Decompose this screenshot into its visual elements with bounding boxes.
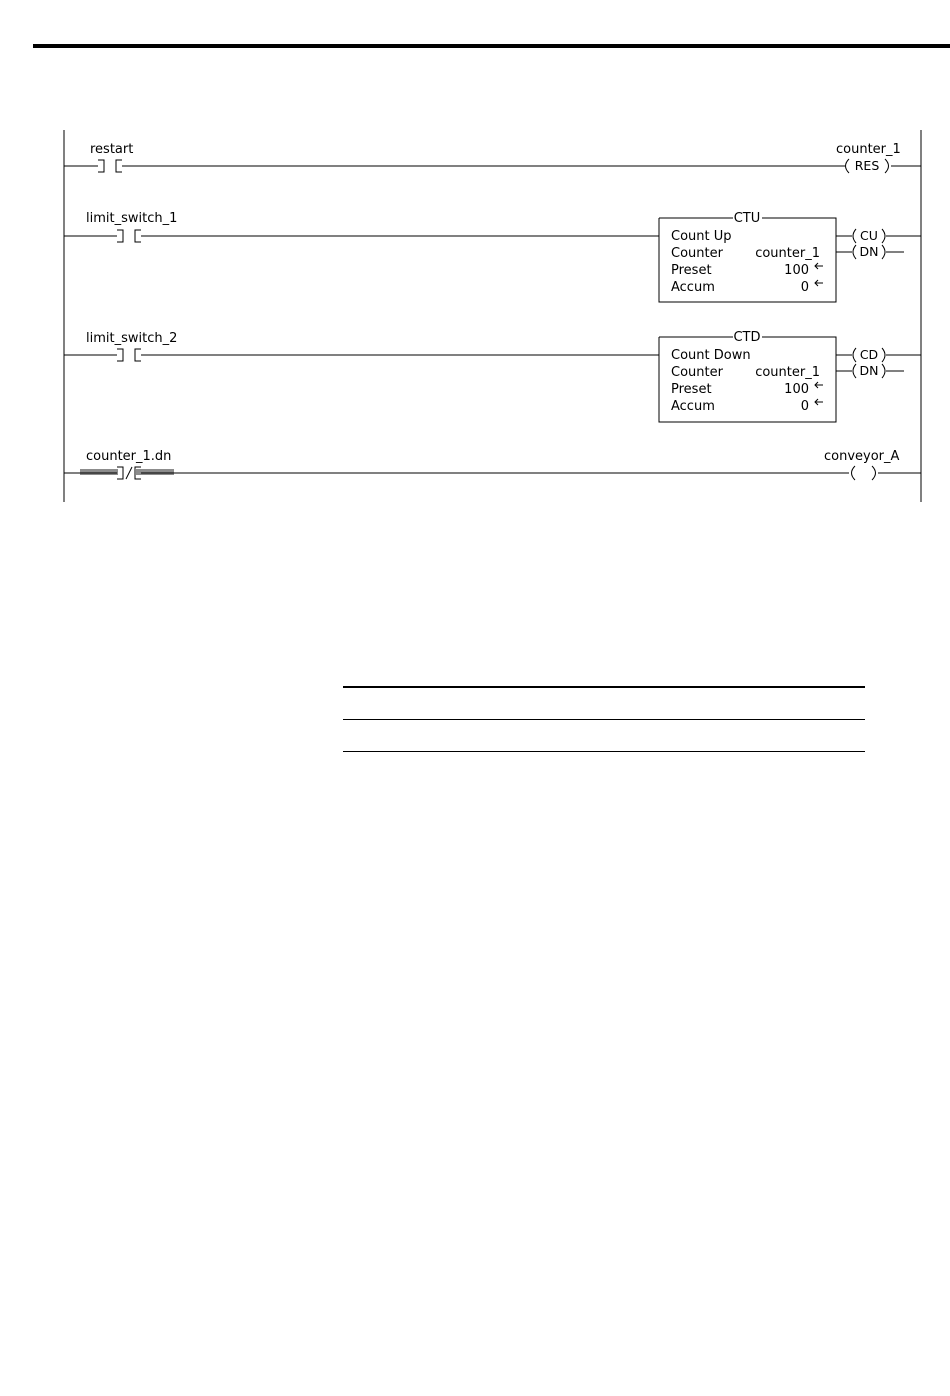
ctd-block-name: CTD: [733, 330, 761, 345]
ctd-counter-value: counter_1: [755, 365, 820, 380]
ctd-dn-output: [853, 363, 885, 378]
rung-3: [64, 449, 921, 480]
contact-tag-limit-switch-1: limit_switch_1: [86, 211, 178, 226]
ctu-counter-value: counter_1: [755, 246, 820, 261]
ctu-output-cu: CU: [860, 228, 878, 243]
ctd-preset-arrow-icon: [815, 382, 823, 388]
ctd-block-title: Count Down: [671, 348, 751, 363]
ctd-counter-label: Counter: [671, 365, 723, 380]
ctd-cd-output: [853, 347, 885, 362]
table-top-rule: [343, 686, 865, 688]
ctd-output-cd: CD: [859, 347, 879, 362]
ctd-preset-value[interactable]: 100: [784, 382, 809, 397]
rung-2: [64, 330, 921, 422]
ctu-counter-label: Counter: [671, 246, 723, 261]
ctu-dn-output: [853, 244, 885, 259]
contact-tag-limit-switch-2: limit_switch_2: [86, 331, 178, 346]
ladder-diagram: [0, 0, 950, 520]
ctu-block-title: Count Up: [671, 229, 732, 244]
xic-contact-limit-switch-2[interactable]: [117, 349, 141, 361]
coil-label-res: RES: [854, 158, 880, 173]
ctd-output-dn: DN: [859, 363, 879, 378]
ctd-accum-label: Accum: [671, 399, 715, 414]
ctu-preset-label: Preset: [671, 263, 712, 278]
output-coil-conveyor-a[interactable]: [852, 466, 876, 480]
ctd-accum-value[interactable]: 0: [800, 399, 809, 414]
ctd-preset-label: Preset: [671, 382, 712, 397]
ctu-preset-arrow-icon: [815, 263, 823, 269]
contact-tag-restart: restart: [90, 142, 134, 157]
table-header-rule: [343, 719, 865, 720]
ctd-accum-arrow-icon: [815, 399, 823, 405]
coil-tag-conveyor-a: conveyor_A: [824, 449, 900, 464]
ctd-block[interactable]: [659, 330, 836, 422]
ctu-preset-value[interactable]: 100: [784, 263, 809, 278]
table-bottom-rule: [343, 751, 865, 752]
ctu-block-name: CTU: [733, 211, 761, 226]
contact-highlight-left: [80, 469, 118, 475]
reset-coil[interactable]: [843, 158, 889, 173]
xic-contact-restart[interactable]: [98, 160, 122, 172]
ctu-cu-output: [853, 228, 885, 243]
coil-tag-counter-1: counter_1: [836, 142, 901, 157]
ctu-block[interactable]: [659, 211, 836, 302]
contact-highlight-right: [136, 469, 174, 475]
contact-tag-counter-1-dn: counter_1.dn: [86, 449, 172, 464]
xic-contact-limit-switch-1[interactable]: [117, 230, 141, 242]
ctu-accum-label: Accum: [671, 280, 715, 295]
ctu-output-dn: DN: [859, 244, 879, 259]
rung-1: [64, 211, 921, 302]
ctu-accum-arrow-icon: [815, 280, 823, 286]
rung-0: [64, 142, 921, 173]
ctu-accum-value[interactable]: 0: [800, 280, 809, 295]
